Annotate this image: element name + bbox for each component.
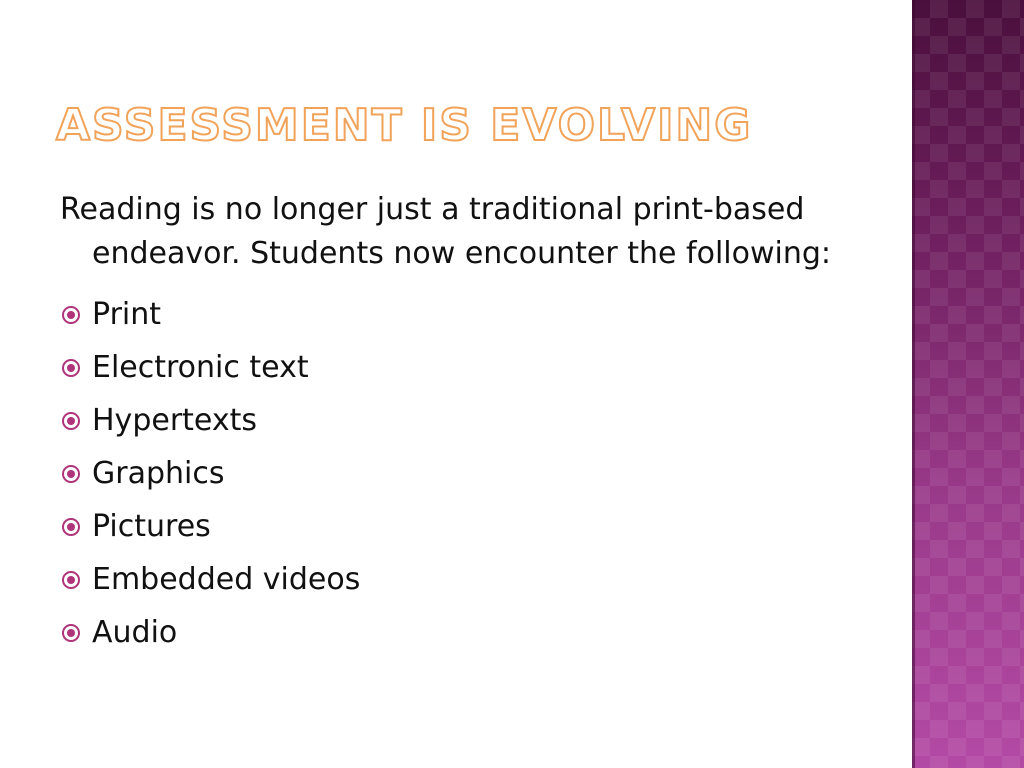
bullet-label: Pictures: [92, 508, 211, 544]
slide-title: ASSESSMENT IS EVOLVING: [56, 100, 753, 151]
list-item: [60, 553, 880, 606]
bullet-label: Print: [92, 296, 162, 332]
diamond-pattern: [912, 0, 1024, 768]
bullet-label: Audio: [92, 614, 178, 650]
list-item: [60, 447, 880, 500]
radio-bullet-icon: [62, 465, 80, 483]
slide-body: [60, 188, 880, 659]
bullet-label: Embedded videos: [92, 561, 361, 597]
radio-bullet-icon: [62, 306, 80, 324]
list-item: [60, 288, 880, 341]
radio-bullet-icon: [62, 624, 80, 642]
list-item: [60, 341, 880, 394]
radio-bullet-icon: [62, 359, 80, 377]
bullet-label: Hypertexts: [92, 402, 257, 438]
radio-bullet-icon: [62, 412, 80, 430]
radio-bullet-icon: [62, 571, 80, 589]
list-item: [60, 606, 880, 659]
intro-paragraph: Reading is no longer just a traditional print-based endeavor. Students now encounter the following:: [60, 192, 831, 271]
radio-bullet-icon: [62, 518, 80, 536]
band-edge-divider: [912, 0, 915, 768]
bullet-label: Electronic text: [92, 349, 309, 385]
bullet-label: Graphics: [92, 455, 225, 491]
decorative-side-band: [912, 0, 1024, 768]
list-item: [60, 500, 880, 553]
list-item: [60, 394, 880, 447]
bullet-list: [60, 288, 880, 659]
